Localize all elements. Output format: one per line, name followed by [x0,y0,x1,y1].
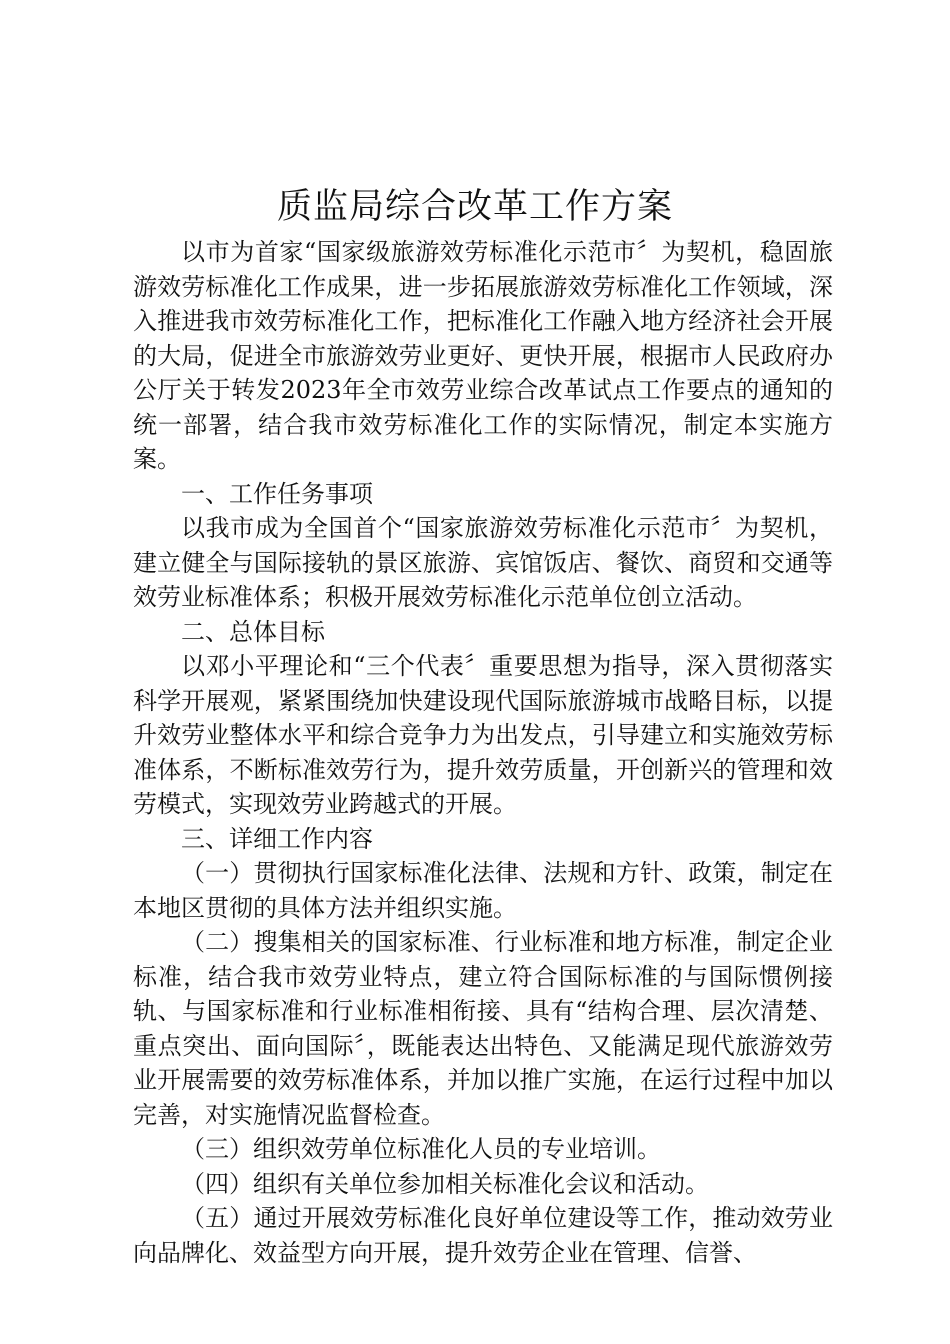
document-title: 质监局综合改革工作方案 [276,187,673,227]
goals-paragraph: 以邓小平理论和“三个代表〞重要思想为指导，深入贯彻落实科学开展观，紧紧围绕加快建设现代国际旅游城市战略目标，以提升效劳业整体水平和综合竞争力为出发点，引导建立和实施效劳标准体系，不断标准效劳行为，提升效劳质量，开创新兴的管理和效劳模式，实现效劳业跨越式的开展。 [133,652,833,818]
section-heading-tasks: 一、工作任务事项 [181,479,373,508]
content-item-2: （二）搜集相关的国家标准、行业标准和地方标准，制定企业标准，结合我市效劳业特点，建立符合国际标准的与国际惯例接轨、与国家标准和行业标准相衔接、具有“结构合理、层次清楚、重点突出、面向国际〞，既能表达出特色、又能满足现代旅游效劳业开展需要的效劳标准体系，并加以推广实施，在运行过程中加以完善，对实施情况监督检查。 [133,928,833,1129]
document-body [133,235,833,1270]
content-item-1: （一）贯彻执行国家标准化法律、法规和方针、政策，制定在本地区贯彻的具体方法并组织实施。 [133,859,833,922]
section-heading-content: 三、详细工作内容 [181,824,373,853]
section-heading-goals: 二、总体目标 [181,617,325,646]
content-item-5: （五）通过开展效劳标准化良好单位建设等工作，推动效劳业向品牌化、效益型方向开展，提升效劳企业在管理、信誉、 [133,1204,833,1267]
intro-paragraph: 以市为首家“国家级旅游效劳标准化示范市〞为契机，稳固旅游效劳标准化工作成果，进一步拓展旅游效劳标准化工作领域，深入推进我市效劳标准化工作，把标准化工作融入地方经济社会开展的大局，促进全市旅游效劳业更好、更快开展，根据市人民政府办公厅关于转发2023年全市效劳业综合改革试点工作要点的通知的统一部署，结合我市效劳标准化工作的实际情况，制定本实施方案。 [133,238,833,473]
content-item-4: （四）组织有关单位参加相关标准化会议和活动。 [181,1169,709,1198]
tasks-paragraph: 以我市成为全国首个“国家旅游效劳标准化示范市〞为契机，建立健全与国际接轨的景区旅游、宾馆饭店、餐饮、商贸和交通等效劳业标准体系；积极开展效劳标准化示范单位创立活动。 [133,514,833,611]
content-item-3: （三）组织效劳单位标准化人员的专业培训。 [181,1135,661,1163]
